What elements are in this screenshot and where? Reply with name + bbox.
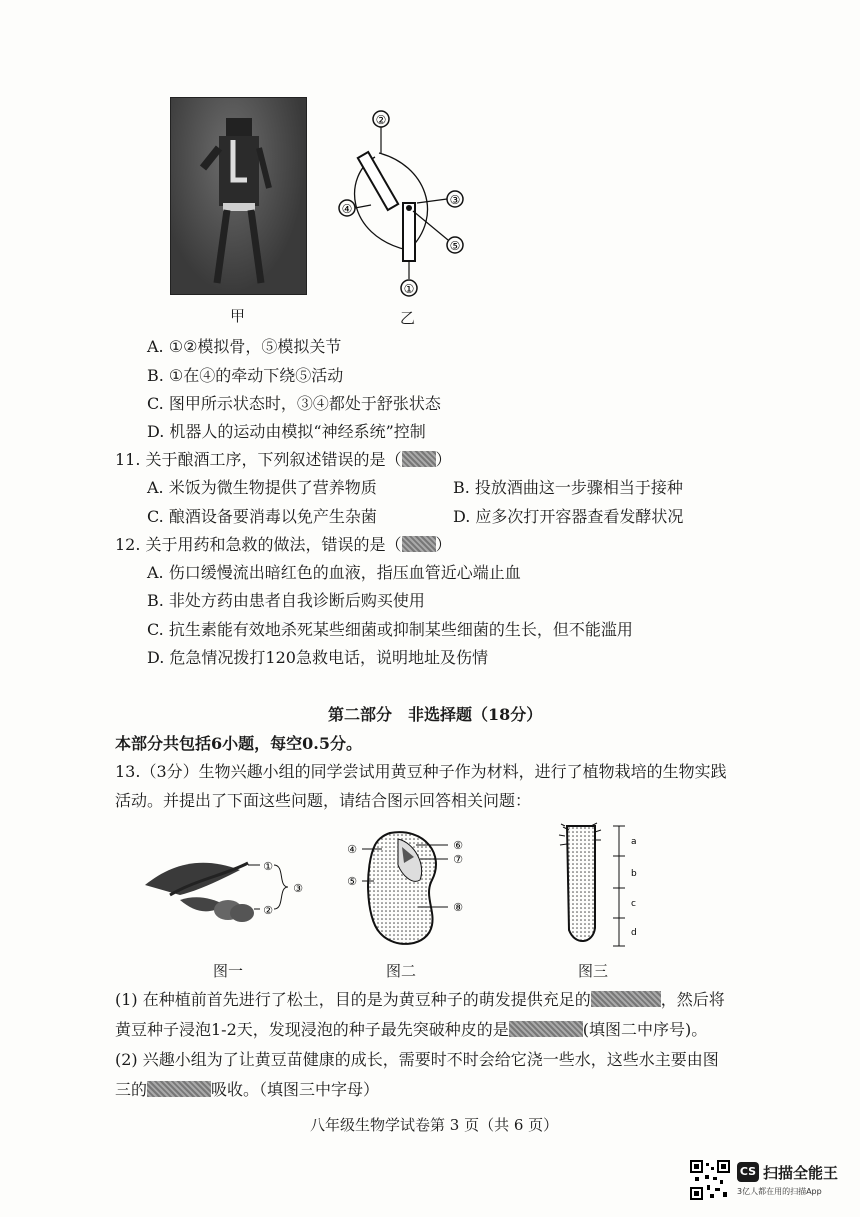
sub-question-1-line2: 黄豆种子浸泡1-2天，发现浸泡的种子最先突破种皮的是 (填图二中序号)。 (115, 1020, 708, 1039)
answer-blank (509, 1021, 583, 1037)
answer-blank (591, 991, 661, 1007)
q12-option-b: B. 非处方药由患者自我诊断后购买使用 (147, 591, 425, 610)
q11-option-b: B. 投放酒曲这一步骤相当于接种 (453, 478, 683, 497)
robot-figure (171, 98, 306, 294)
arm-model-diagram (335, 105, 475, 305)
q12-option-d: D. 危急情况拨打120急救电话，说明地址及伤情 (147, 648, 488, 667)
fig2-label-4: ④ (347, 843, 357, 856)
fig1-label-2: ② (263, 904, 273, 917)
fig1-label-1: ① (263, 860, 273, 873)
scanner-slogan: 3亿人都在用的扫描App (737, 1187, 822, 1196)
figure-3-caption: 图三 (578, 962, 609, 980)
q10-option-d: D. 机器人的运动由模拟“神经系统”控制 (147, 422, 426, 441)
fig2-label-8: ⑧ (453, 901, 463, 914)
qr-code-icon (690, 1160, 730, 1200)
answer-blank (402, 536, 436, 552)
page-footer: 八年级生物学试卷第 3 页（共 6 页） (310, 1116, 559, 1134)
fig3-label-c: c (631, 899, 636, 909)
figure-1-seedling (140, 845, 310, 955)
marker-3: ③ (449, 193, 461, 207)
fig3-label-d: d (631, 928, 637, 938)
fig2-label-5: ⑤ (347, 875, 357, 888)
q10-option-b: B. ①在④的牵动下绕⑤活动 (147, 366, 344, 385)
sub-question-1-line1: (1) 在种植前首先进行了松土，目的是为黄豆种子的萌发提供充足的 ，然后将 (115, 990, 725, 1009)
q11-option-c: C. 酿酒设备要消毒以免产生杂菌 (147, 507, 377, 526)
cs-logo-icon: CS (737, 1162, 759, 1182)
q10-option-c: C. 图甲所示状态时，③④都处于舒张状态 (147, 394, 441, 413)
figure-2-seed (340, 825, 480, 955)
figure-1-caption: 图一 (213, 962, 244, 980)
label-yi: 乙 (400, 309, 416, 327)
marker-2: ② (375, 113, 387, 127)
marker-4: ④ (341, 202, 353, 216)
q13-line2: 活动。并提出了下面这些问题，请结合图示回答相关问题： (115, 791, 532, 810)
q11-option-d: D. 应多次打开容器查看发酵状况 (453, 507, 684, 526)
sub-question-2-line1: (2) 兴趣小组为了让黄豆苗健康的成长，需要时不时会给它浇一些水，这些水主要由图 (115, 1050, 719, 1069)
fig3-label-b: b (631, 869, 637, 879)
scanner-app-name: 扫描全能王 (763, 1164, 839, 1182)
answer-blank (147, 1081, 211, 1097)
robot-photo (170, 97, 307, 295)
fig1-label-3: ③ (293, 882, 303, 895)
fig2-label-7: ⑦ (453, 853, 463, 866)
marker-1: ① (403, 282, 415, 296)
part2-note: 本部分共包括6小题，每空0.5分。 (115, 734, 362, 753)
q12-option-a: A. 伤口缓慢流出暗红色的血液，指压血管近心端止血 (147, 563, 521, 582)
sub-question-2-line2: 三的 吸收。（填图三中字母） (115, 1080, 380, 1099)
label-jia: 甲 (230, 307, 246, 325)
answer-blank (402, 451, 436, 467)
q13-line1: 13.（3分）生物兴趣小组的同学尝试用黄豆种子作为材料，进行了植物栽培的生物实践 (115, 762, 727, 781)
q10-option-a: A. ①②模拟骨，⑤模拟关节 (147, 337, 342, 356)
figure-3-root-tip (555, 822, 645, 952)
fig3-label-a: a (631, 837, 637, 847)
q12-stem: 12. 关于用药和急救的做法，错误的是（ ） (115, 535, 452, 554)
fig2-label-6: ⑥ (453, 839, 463, 852)
part2-title: 第二部分 非选择题（18分） (328, 705, 543, 724)
marker-5: ⑤ (449, 239, 461, 253)
figure-2-caption: 图二 (386, 962, 417, 980)
q12-option-c: C. 抗生素能有效地杀死某些细菌或抑制某些细菌的生长，但不能滥用 (147, 620, 633, 639)
q11-option-a: A. 米饭为微生物提供了营养物质 (147, 478, 377, 497)
q11-stem: 11. 关于酿酒工序，下列叙述错误的是（ ） (115, 450, 452, 469)
